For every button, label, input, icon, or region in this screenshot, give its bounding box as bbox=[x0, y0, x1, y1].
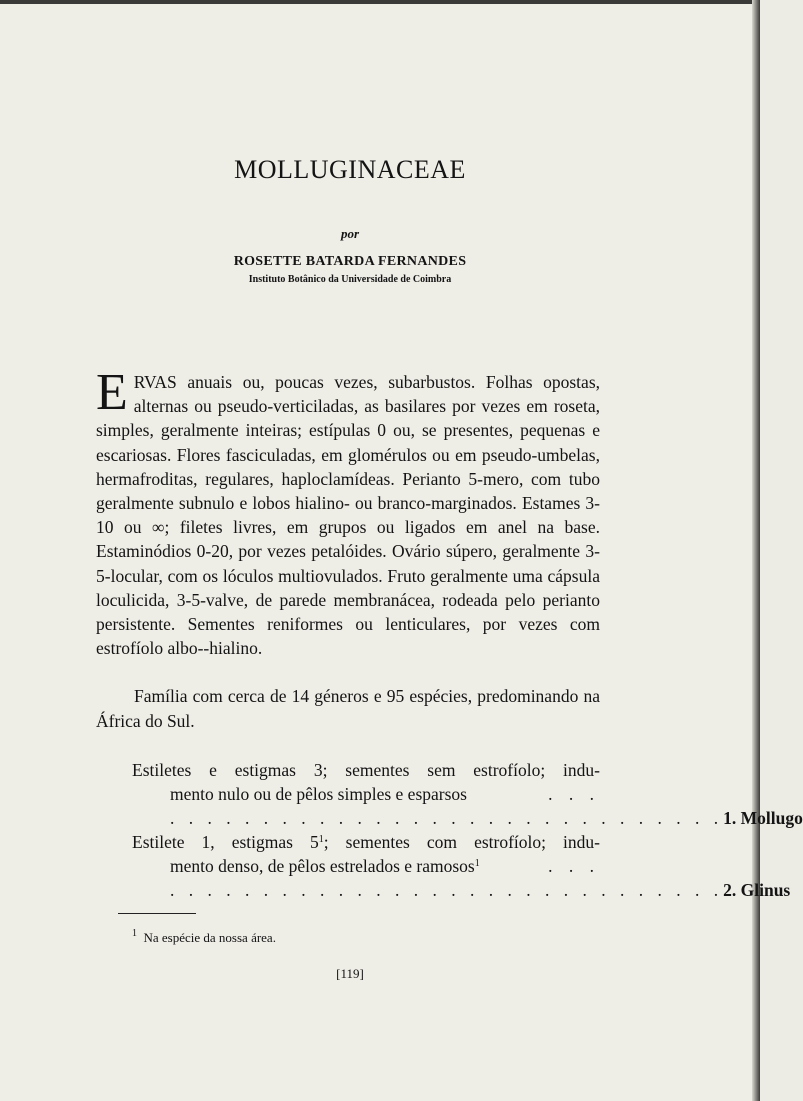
genus-glinus: 2. Glinus bbox=[723, 880, 791, 901]
description-paragraph-1 bbox=[96, 364, 600, 660]
description-paragraph-1-text: RVAS anuais ou, poucas vezes, subarbustos. Folhas opostas, alternas ou pseudo-verticiladas, as basilares por vezes em roseta, simples, geralmente inteiras; estípulas 0 ou, se presentes, pequenas e escariosas. Flores fasciculadas, em glomérulos ou em pseudo-umbelas, hermafroditas, regulares, haploclamídeas. Perianto 5-mero, com tubo geralmente subnulo e lobos hialino- ou branco-marginados. Estames 3-10 ou ∞; filetes livres, em grupos ou ligados em anel na base. Estaminódios 0-20, por vezes petalóides. Ovário súpero, geralmente 3-5-locular, com os lóculos multiovulados. Fruto geralmente uma cápsula loculicida, 3-5-valve, de parede membranácea, rodeada pelo perianto persistente. Sementes reniformes ou lenticulares, por vezes com estrofíolo albo--hialino. bbox=[96, 372, 600, 659]
genus-mollugo: 1. Mollugo bbox=[723, 808, 803, 829]
scan-edge-right bbox=[752, 0, 760, 1101]
key-lead-1-line-1: Estiletes e estigmas 3; sementes sem estrofíolo; indu- bbox=[132, 760, 600, 780]
page-title: MOLLUGINACEAE bbox=[234, 155, 466, 184]
scan-edge-top bbox=[0, 0, 760, 4]
key-lead-1-line-2-text: mento nulo ou de pêlos simples e esparsos bbox=[170, 784, 467, 805]
key-lead-2-leader-dots: . . . . . . . . . . . . . . . . . . . . . . . . . . . . . . bbox=[170, 880, 724, 901]
key-lead-2-line-2 bbox=[132, 854, 600, 878]
key-lead-2-line-1-a: Estilete 1, estigmas 5 bbox=[132, 832, 319, 852]
footnote-mark: 1 bbox=[132, 928, 137, 939]
footnote-rule bbox=[118, 913, 196, 914]
byline-por: por bbox=[340, 226, 360, 241]
footnote-ref: 1 bbox=[318, 834, 324, 845]
author-institute: Instituto Botânico da Universidade de Coimbra bbox=[248, 274, 452, 285]
key-lead-2-trail-dots: . . . bbox=[548, 856, 600, 877]
footnote bbox=[132, 930, 276, 946]
key-lead-1-line-2 bbox=[132, 782, 600, 806]
footnote-ref: 1 bbox=[474, 858, 480, 870]
drop-cap: E bbox=[96, 364, 128, 421]
key-lead-2-line-1-b: ; sementes com estrofíolo; indu- bbox=[323, 832, 600, 852]
family-description bbox=[96, 364, 600, 733]
key-lead-2-line-2-text: mento denso, de pêlos estrelados e ramosos bbox=[170, 856, 475, 877]
key-lead-1 bbox=[132, 758, 803, 831]
key-lead-1-leader-dots: . . . . . . . . . . . . . . . . . . . . . . . . . . . . . . bbox=[170, 808, 724, 829]
key-lead-2-line-3 bbox=[132, 878, 791, 902]
key-lead-2-line-1 bbox=[132, 830, 600, 854]
key-lead-2 bbox=[132, 830, 791, 903]
key-lead-1-trail-dots: . . . bbox=[548, 784, 600, 805]
author-name: ROSETTE BATARDA FERNANDES bbox=[233, 254, 467, 269]
footnote-text: Na espécie da nossa área. bbox=[143, 930, 276, 945]
key-lead-1-line-3 bbox=[132, 806, 803, 830]
page-number: [119] bbox=[336, 966, 364, 981]
description-paragraph-2: Família com cerca de 14 géneros e 95 espécies, predominando na África do Sul. bbox=[96, 686, 600, 731]
